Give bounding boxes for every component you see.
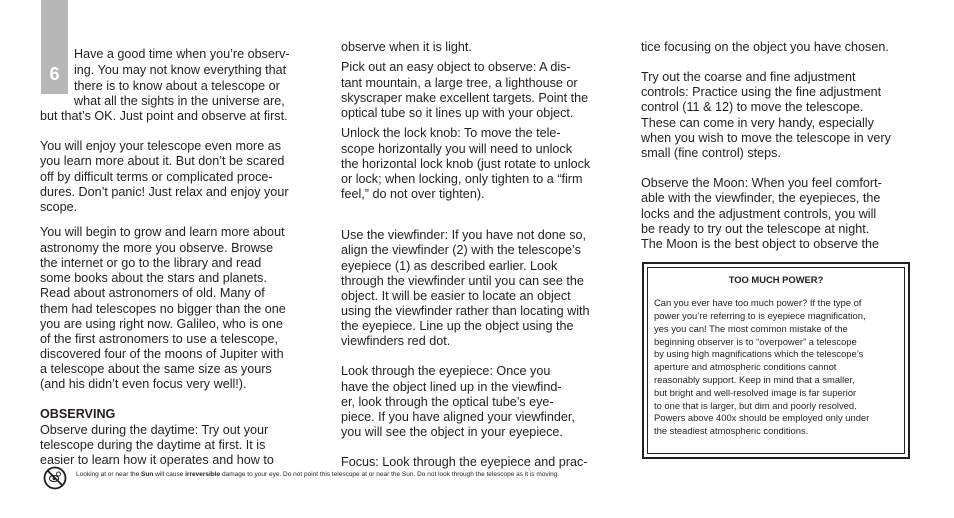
page-number-tab	[41, 0, 68, 94]
box-line: power you’re referring to is eyepiece magnification,	[654, 310, 866, 321]
text-line: the internet or go to the library and read	[40, 256, 262, 270]
text-line: off by difficult terms or complicated proce-	[40, 170, 273, 184]
text-line: them had telescopes no bigger than the one	[40, 302, 286, 316]
text-line: align the viewfinder (2) with the telescope’s	[341, 243, 581, 257]
text-line: object. It will be easier to locate an object	[341, 289, 571, 303]
text-line: you learn more about it. But don’t be scared	[40, 154, 285, 168]
text-line: able with the viewfinder, the eyepieces, the	[641, 191, 881, 205]
page-number: 6	[49, 64, 60, 84]
text-line: Have a good time when you’re observ-	[74, 47, 290, 61]
text-line: you will see the object in your eyepiece.	[341, 425, 563, 439]
text-line: but that’s OK. Just point and observe at first.	[40, 109, 288, 123]
text-line: control (11 & 12) to move the telescope.	[641, 100, 864, 114]
text-line: there is to know about a telescope or	[74, 79, 280, 93]
text-line: The Moon is the best object to observe the	[641, 237, 880, 251]
text-line: astronomy the more you observe. Browse	[40, 241, 274, 255]
text-line: ing. You may not know everything that	[74, 63, 287, 77]
box-line: Powers above 400x should be employed only under	[654, 412, 870, 423]
warning-irreversible-word: irreversible	[185, 471, 221, 478]
text-line: scope.	[40, 200, 78, 214]
text-line: observe when it is light.	[341, 40, 472, 54]
text-line: the eyepiece. Line up the object using the	[341, 319, 574, 333]
box-line: Can you ever have too much power? If the type of	[654, 297, 862, 308]
text-line: eyepiece (1) as described earlier. Look	[341, 259, 558, 273]
text-line: optical tube so it lines up with your object.	[341, 106, 574, 120]
text-line: a telescope about the same size as yours	[40, 362, 272, 376]
box-title: TOO MUCH POWER?	[728, 274, 824, 285]
text-line: tant mountain, a large tree, a lighthouse or	[341, 76, 578, 90]
text-line: Pick out an easy object to observe: A dis-	[341, 60, 571, 74]
text-line: you are using right now. Galileo, who is one	[40, 317, 283, 331]
text-line: er, look through the optical tube’s eye-	[341, 395, 554, 409]
text-line: have the object lined up in the viewfind-	[341, 380, 562, 394]
text-line: some books about the stars and planets.	[40, 271, 267, 285]
text-line: Read about astronomers of old. Many of	[40, 286, 265, 300]
section-heading-observing: OBSERVING	[40, 407, 116, 421]
text-line: or lock; when locking, only tighten to a “firm	[341, 172, 583, 186]
no-sun-viewing-icon	[43, 466, 67, 490]
text-line: small (fine control) steps.	[641, 146, 781, 160]
warning-text-part: damage to your eye. Do not point this telescope at or near the Sun. Do not look through the telescope as it is moving.	[220, 471, 560, 478]
box-line: aperture and atmospheric conditions cannot	[654, 361, 837, 372]
text-line: through the viewfinder until you can see the	[341, 274, 584, 288]
text-line: Focus: Look through the eyepiece and prac-	[341, 455, 588, 469]
text-line: You will enjoy your telescope even more as	[40, 139, 282, 153]
text-line: easier to learn how it operates and how to	[40, 453, 274, 467]
text-line: dures. Don’t panic! Just relax and enjoy your	[40, 185, 289, 199]
box-line: reasonably support. Keep in mind that a smaller,	[654, 374, 855, 385]
text-line: of the first astronomers to use a telescope,	[40, 332, 279, 346]
text-line: (and his didn’t even focus very well!).	[40, 377, 247, 391]
text-line: controls: Practice using the fine adjustment	[641, 85, 882, 99]
text-line: These can come in very handy, especially	[641, 116, 874, 130]
text-line: when you wish to move the telescope in very	[641, 131, 891, 145]
warning-text-part: will cause	[153, 471, 186, 478]
text-line: feel,” do not over tighten).	[341, 187, 485, 201]
text-line: Try out the coarse and fine adjustment	[641, 70, 856, 84]
text-line: Look through the eyepiece: Once you	[341, 364, 551, 378]
text-line: telescope during the daytime at first. It is	[40, 438, 266, 452]
text-line: tice focusing on the object you have chosen.	[641, 40, 889, 54]
text-line: discovered four of the moons of Jupiter with	[40, 347, 284, 361]
warning-text-part: Looking at or near the	[76, 471, 142, 478]
text-line: Unlock the lock knob: To move the tele-	[341, 126, 561, 140]
box-line: the steadiest atmospheric conditions.	[654, 425, 809, 436]
text-line: the horizontal lock knob (just rotate to unlock	[341, 157, 591, 171]
warning-sun-word: Sun	[141, 471, 154, 478]
text-line: using the viewfinder rather than locating with	[341, 304, 590, 318]
box-line: beginning observer is to “overpower” a telescope	[654, 336, 857, 347]
text-line: piece. If you have aligned your viewfinder,	[341, 410, 575, 424]
text-line: You will begin to grow and learn more about	[40, 225, 285, 239]
text-line: skyscraper make excellent targets. Point the	[341, 91, 589, 105]
text-line: be ready to try out the telescope at night.	[641, 222, 870, 236]
box-line: to one that is larger, but dim and poorly resolved.	[654, 400, 857, 411]
text-line: locks and the adjustment controls, you will	[641, 207, 877, 221]
box-line: but bright and well-resolved image is far superior	[654, 387, 857, 398]
box-line: by using high magnifications which the telescope’s	[654, 348, 864, 359]
text-line: Observe the Moon: When you feel comfort-	[641, 176, 882, 190]
box-line: yes you can! The most common mistake of the	[654, 323, 848, 334]
text-line: scope horizontally you will need to unlock	[341, 142, 573, 156]
text-line: viewfinders red dot.	[341, 334, 451, 348]
text-line: Use the viewfinder: If you have not done so,	[341, 228, 587, 242]
text-line: Observe during the daytime: Try out your	[40, 423, 269, 437]
sun-warning-text	[76, 470, 559, 479]
too-much-power-box	[642, 262, 910, 459]
text-line: what all the sights in the universe are,	[74, 94, 285, 108]
